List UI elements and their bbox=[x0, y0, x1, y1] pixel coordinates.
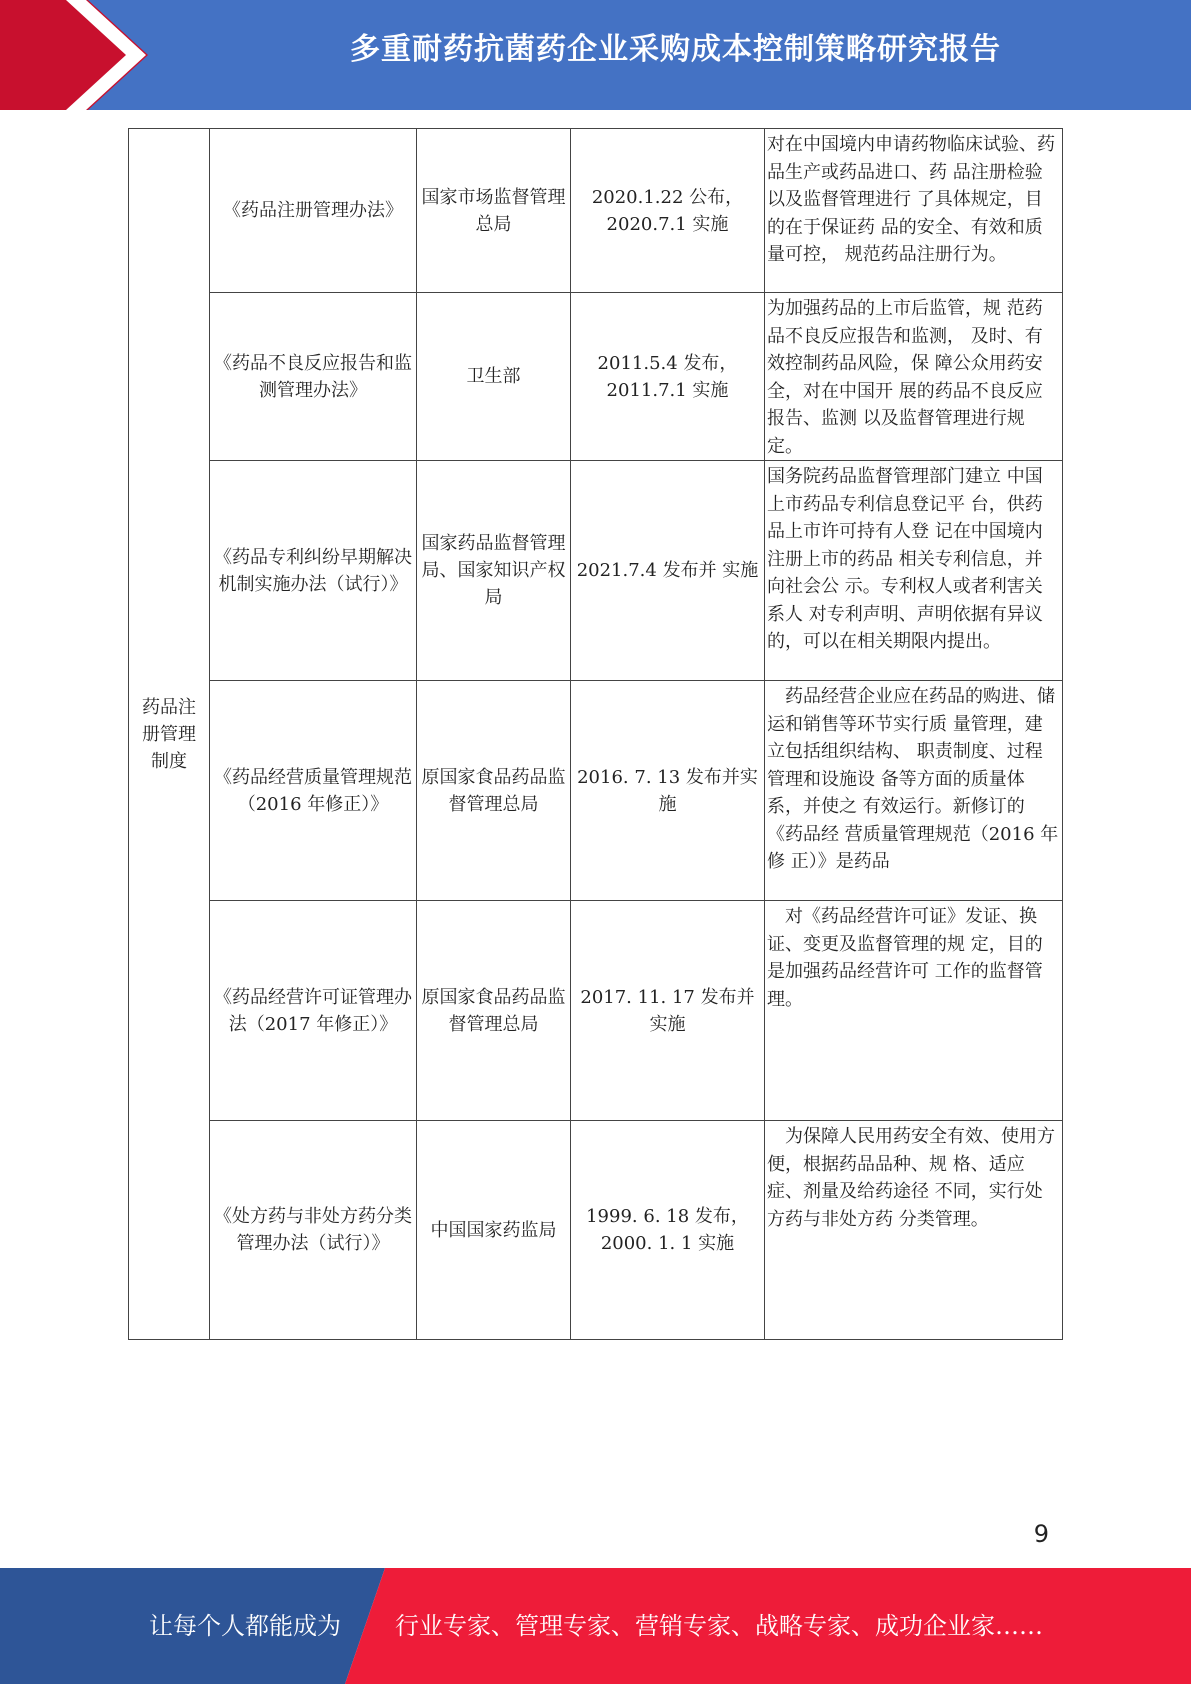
issue-date: 1999. 6. 18 发布，2000. 1. 1 实施 bbox=[571, 1121, 765, 1340]
table-row bbox=[129, 129, 1063, 293]
footer-slogan-left: 让每个人都能成为 bbox=[149, 1612, 341, 1640]
table-row bbox=[129, 461, 1063, 681]
issue-date: 2016. 7. 13 发布并实施 bbox=[571, 681, 765, 901]
regulation-description: 为加强药品的上市后监管，规 范药品不良反应报告和监测， 及时、有效控制药品风险，保 障公众用药安全，对在中国开 展的药品不良反应报告、监测 以及监督管理进行规定。 bbox=[765, 293, 1063, 461]
issuing-agency: 原国家食品药品监督管理总局 bbox=[417, 901, 571, 1121]
category-cell: 药品注册管理制度 bbox=[129, 129, 210, 1340]
issuing-agency: 卫生部 bbox=[417, 293, 571, 461]
regulation-name: 《药品经营许可证管理办法（2017 年修正）》 bbox=[210, 901, 417, 1121]
issue-date: 2021.7.4 发布并 实施 bbox=[571, 461, 765, 681]
issuing-agency: 国家市场监督管理总局 bbox=[417, 129, 571, 293]
table-row bbox=[129, 1121, 1063, 1340]
page-footer bbox=[0, 1568, 1191, 1684]
issuing-agency: 原国家食品药品监督管理总局 bbox=[417, 681, 571, 901]
regulation-description: 为保障人民用药安全有效、使用方便，根据药品品种、规 格、适应症、剂量及给药途径 不同，实行处方药与非处方药 分类管理。 bbox=[765, 1121, 1063, 1340]
footer-slogan-right: 行业专家、管理专家、营销专家、战略专家、成功企业家…… bbox=[395, 1612, 1043, 1640]
regulation-name: 《药品不良反应报告和监测管理办法》 bbox=[210, 293, 417, 461]
table-row bbox=[129, 901, 1063, 1121]
page-header bbox=[0, 0, 1191, 110]
regulation-name: 《处方药与非处方药分类管理办法（试行）》 bbox=[210, 1121, 417, 1340]
page-number: 9 bbox=[1033, 1520, 1049, 1548]
issue-date: 2011.5.4 发布，2011.7.1 实施 bbox=[571, 293, 765, 461]
regulation-description: 药品经营企业应在药品的购进、储运和销售等环节实行质 量管理，建立包括组织结构、 职责制度、过程管理和设施设 备等方面的质量体系，并使之 有效运行。新修订的《药品经 营质量管理规范（2016 年修 正）》是药品 bbox=[765, 681, 1063, 901]
regulation-table bbox=[128, 128, 1063, 1340]
issuing-agency: 国家药品监督管理局、国家知识产权局 bbox=[417, 461, 571, 681]
regulation-name: 《药品专利纠纷早期解决机制实施办法（试行）》 bbox=[210, 461, 417, 681]
issuing-agency: 中国国家药监局 bbox=[417, 1121, 571, 1340]
report-title: 多重耐药抗菌药企业采购成本控制策略研究报告 bbox=[350, 32, 1001, 67]
table-row bbox=[129, 681, 1063, 901]
issue-date: 2017. 11. 17 发布并实施 bbox=[571, 901, 765, 1121]
regulation-name: 《药品注册管理办法》 bbox=[210, 129, 417, 293]
regulation-description: 对《药品经营许可证》发证、换证、变更及监督管理的规 定，目的是加强药品经营许可 工作的监督管理。 bbox=[765, 901, 1063, 1121]
issue-date: 2020.1.22 公布，2020.7.1 实施 bbox=[571, 129, 765, 293]
regulation-description: 对在中国境内申请药物临床试验、药品生产或药品进口、药 品注册检验以及监督管理进行 了具体规定，目的在于保证药 品的安全、有效和质量可控， 规范药品注册行为。 bbox=[765, 129, 1063, 293]
regulation-description: 国务院药品监督管理部门建立 中国上市药品专利信息登记平 台，供药品上市许可持有人登 记在中国境内注册上市的药品 相关专利信息，并向社会公 示。专利权人或者利害关系人 对专利声明、声明依据有异议 的，可以在相关期限内提出。 bbox=[765, 461, 1063, 681]
regulation-name: 《药品经营质量管理规范（2016 年修正）》 bbox=[210, 681, 417, 901]
table-row bbox=[129, 293, 1063, 461]
